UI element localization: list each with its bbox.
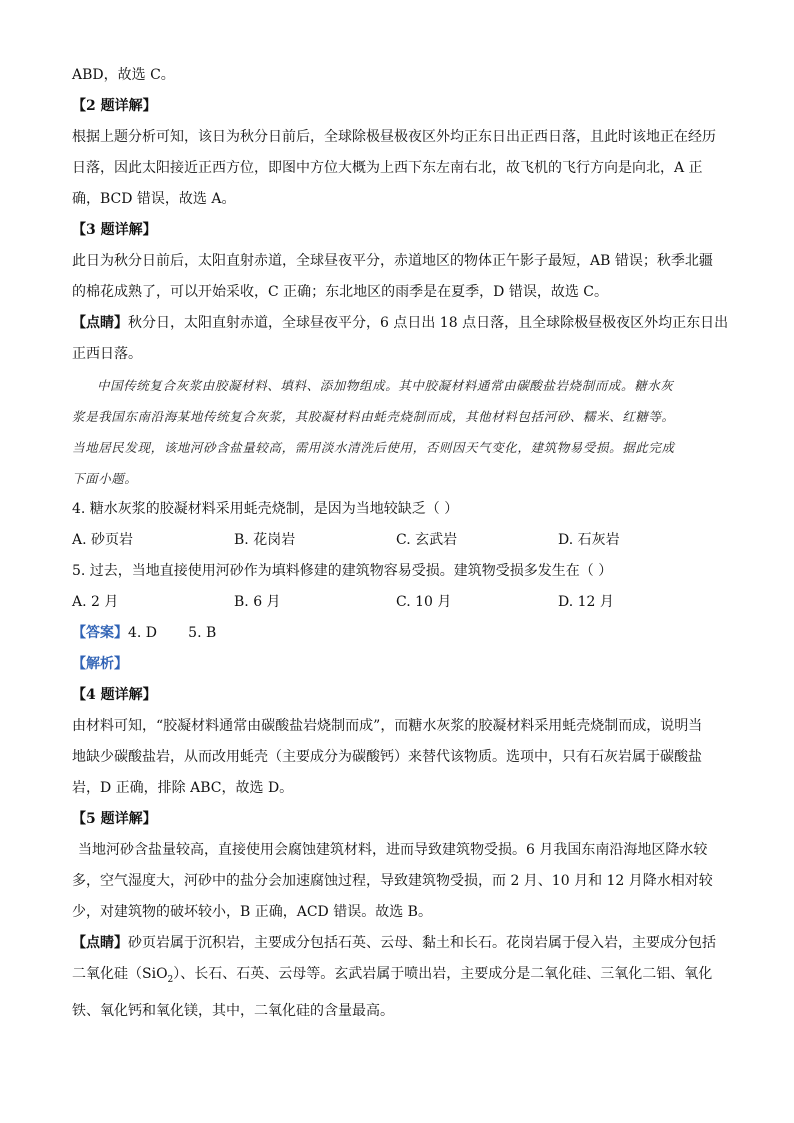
answer-label: 【答案】	[72, 625, 128, 641]
q2-detail-line-2: 日落，因此太阳接近正西方位，即图中方位大概为上西下东左南右北，故飞机的飞行方向是向北，A 正	[72, 160, 703, 176]
material-line-3: 当地居民发现，该地河砂含盐量较高，需用淡水清洗后使用，否则因天气变化，建筑物易受损。据此完成	[72, 440, 675, 455]
document-page	[72, 60, 729, 1027]
tip2-text-1: 砂页岩属于沉积岩，主要成分包括石英、云母、黏土和长石。花岗岩属于侵入岩，主要成分包括	[128, 935, 716, 951]
q5-detail-line-1: 当地河砂含盐量较高，直接使用会腐蚀建筑材料，进而导致建筑物受损。6 月我国东南沿海地区降水较	[78, 842, 708, 858]
q5-option-d: D. 12 月	[558, 594, 614, 610]
q2-detail-line-3: 确，BCD 错误，故选 A。	[72, 191, 236, 207]
q5-detail-heading: 【5 题详解】	[72, 811, 157, 827]
q4-detail-line-3: 岩，D 正确，排除 ABC，故选 D。	[72, 780, 294, 796]
tip2-subscript: 2	[167, 974, 174, 985]
q4-detail-heading: 【4 题详解】	[72, 687, 157, 703]
tip1-label: 【点睛】	[72, 315, 128, 331]
q5-option-b: B. 6 月	[234, 594, 281, 610]
answer-line	[72, 618, 722, 649]
question-5-options	[72, 587, 722, 618]
q4-option-d: D. 石灰岩	[558, 532, 620, 548]
q5-detail-line-2: 多，空气湿度大，河砂中的盐分会加速腐蚀过程，导致建筑物受损，而 2 月、10 月和 12 月降水相对较	[72, 873, 713, 889]
question-4-options	[72, 525, 722, 556]
q5-option-a: A. 2 月	[72, 594, 119, 610]
q4-option-a: A. 砂页岩	[72, 532, 134, 548]
q3-detail-line-2: 的棉花成熟了，可以开始采收，C 正确；东北地区的雨季是在夏季，D 错误，故选 C。	[72, 284, 608, 300]
q3-detail-heading: 【3 题详解】	[72, 222, 157, 238]
material-line-2: 浆是我国东南沿海某地传统复合灰浆，其胶凝材料由蚝壳烧制而成，其他材料包括河砂、糯米、红糖等。	[72, 409, 675, 424]
tip1-line-2: 正西日落。	[72, 346, 142, 362]
material-line-4: 下面小题。	[72, 471, 138, 486]
q3-detail-line-1: 此日为秋分日前后，太阳直射赤道，全球昼夜平分，赤道地区的物体正午影子最短，AB 错误；秋季北疆	[72, 253, 713, 269]
q4-detail-line-1: 由材料可知，“胶凝材料通常由碳酸盐岩烧制而成”，而糖水灰浆的胶凝材料采用蚝壳烧制而成，说明当	[72, 718, 703, 734]
question-4-stem: 4. 糖水灰浆的胶凝材料采用蚝壳烧制，是因为当地较缺乏（ ）	[72, 501, 459, 517]
tip2-text-2a: 二氧化硅（SiO	[72, 966, 168, 982]
tip2-label: 【点睛】	[72, 935, 128, 951]
q4-option-c: C. 玄武岩	[396, 532, 458, 548]
q4-option-b: B. 花岗岩	[234, 532, 296, 548]
previous-answer-tail: ABD，故选 C。	[72, 67, 175, 83]
q5-option-c: C. 10 月	[396, 594, 452, 610]
tip2-line-2	[72, 959, 722, 996]
tip2-line-1	[72, 928, 722, 959]
answer-text: 4. D 5. B	[128, 625, 217, 641]
q5-detail-line-3: 少，对建筑物的破坏较小，B 正确，ACD 错误。故选 B。	[72, 904, 432, 920]
q4-detail-line-2: 地缺少碳酸盐岩，从而改用蚝壳（主要成分为碳酸钙）来替代该物质。选项中，只有石灰岩属于碳酸盐	[72, 749, 702, 765]
tip1-line-1	[72, 308, 729, 339]
tip1-text-1: 秋分日，太阳直射赤道，全球昼夜平分，6 点日出 18 点日落，且全球除极昼极夜区外均正东日出	[128, 315, 729, 331]
q2-detail-line-1: 根据上题分析可知，该日为秋分日前后，全球除极昼极夜区外均正东日出正西日落，且此时该地正在经历	[72, 129, 716, 145]
tip2-text-2b: ）、长石、石英、云母等。玄武岩属于喷出岩，主要成分是二氧化硅、三氧化二铝、氧化	[173, 966, 713, 982]
q2-detail-heading: 【2 题详解】	[72, 98, 157, 114]
analysis-label: 【解析】	[72, 656, 128, 672]
material-line-1: 中国传统复合灰浆由胶凝材料、填料、添加物组成。其中胶凝材料通常由碳酸盐岩烧制而成。糖水灰	[97, 378, 674, 393]
tip2-line-3: 铁、氧化钙和氧化镁，其中，二氧化硅的含量最高。	[72, 1002, 394, 1019]
question-5-stem: 5. 过去，当地直接使用河砂作为填料修建的建筑物容易受损。建筑物受损多发生在（ ）	[72, 563, 613, 579]
material-passage	[72, 370, 722, 494]
